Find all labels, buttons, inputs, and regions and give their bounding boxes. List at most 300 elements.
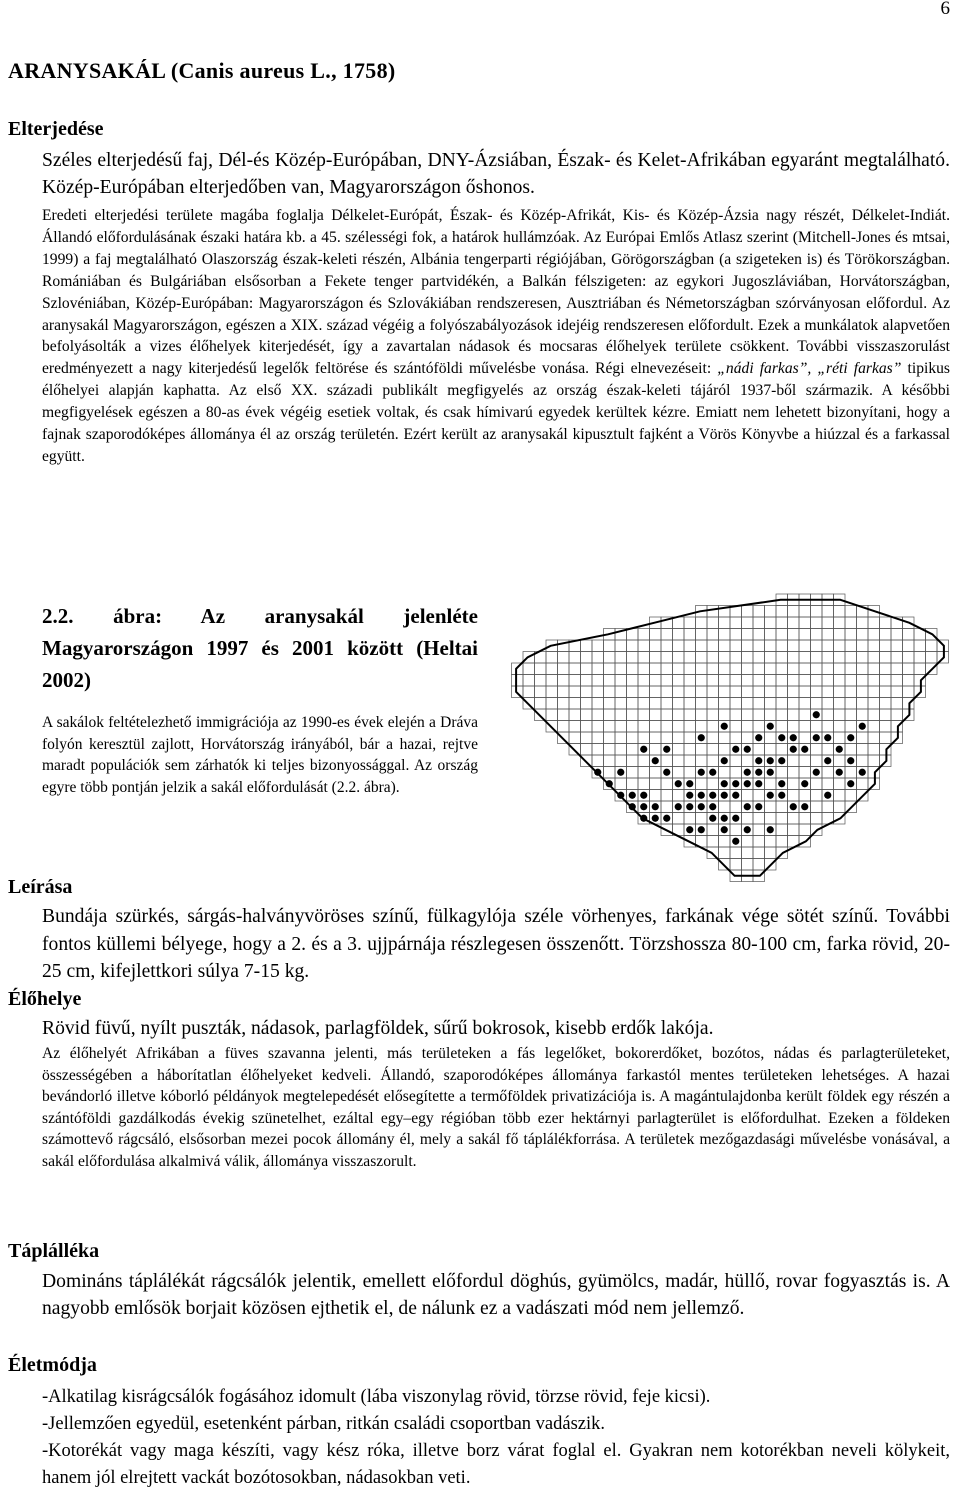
map-grid-cell: [592, 755, 604, 767]
map-grid-cell: [719, 675, 731, 687]
map-grid-cell: [857, 675, 869, 687]
occurrence-dot: [801, 780, 808, 787]
occurrence-dot: [824, 792, 831, 799]
map-grid-cell: [719, 847, 731, 859]
map-grid-cell: [558, 698, 570, 710]
map-grid-cell: [834, 617, 846, 629]
occurrence-dot: [640, 815, 647, 822]
map-grid-cell: [857, 617, 869, 629]
map-grid-cell: [880, 640, 892, 652]
map-grid-cell: [592, 640, 604, 652]
map-grid-cell: [811, 813, 823, 825]
map-grid-cell: [696, 640, 708, 652]
map-grid-cell: [673, 663, 685, 675]
map-grid-cell: [707, 732, 719, 744]
elohelye-body: Az élőhelyét Afrikában a füves szavanna jelenti, más területeken a fás legelőket, bokorerdőket, bozótos, nádas és parlagterületeket, összességében a háborítatlan élőhelyeket kedveli. Állandó, szaporodóképes állománya farkastól mentes területeken lehetséges. A hazai bevándorló illetve kóborló példányok megtelepedését elősegítette a termőföldek privatizációja is. A magántulajdonba került földek egy részén a szántóföldi gazdálkodás évekig szünetelhet, ezáltal egy–egy régióban több ezer hektárnyi parlagterület is előfordulhat. Ezeken a földeken számottevő rágcsáló, elsősorban mezei pocok állomány él, mely a sakál fő táplálékforrása. A területek mezőgazdasági művelésbe vonásával, a sakál előfordulása alkalmivá válik, állománya visszaszorult.: [42, 1045, 950, 1170]
map-grid-cell: [604, 663, 616, 675]
map-grid-cell: [834, 778, 846, 790]
map-grid-cell: [730, 801, 742, 813]
map-grid-cell: [742, 755, 754, 767]
map-grid-cell: [730, 847, 742, 859]
map-grid-cell: [604, 721, 616, 733]
map-grid-cell: [719, 640, 731, 652]
map-grid-cell: [845, 721, 857, 733]
map-grid-cell: [569, 732, 581, 744]
map-grid-cell: [753, 813, 765, 825]
map-grid-cell: [730, 675, 742, 687]
map-grid-cell: [627, 652, 639, 664]
map-grid-cell: [799, 709, 811, 721]
map-grid-cell: [592, 709, 604, 721]
heading-taplaleka: Táplálléka: [8, 1240, 100, 1262]
map-grid-cell: [845, 675, 857, 687]
map-grid-cell: [788, 767, 800, 779]
map-grid-cell: [650, 652, 662, 664]
map-grid-cell: [707, 709, 719, 721]
occurrence-dot: [859, 723, 866, 730]
map-grid-cell: [696, 698, 708, 710]
map-grid-cell: [673, 686, 685, 698]
map-grid-cell: [776, 744, 788, 756]
map-grid-cell: [845, 744, 857, 756]
map-grid-cell: [546, 686, 558, 698]
map-grid-cell: [742, 790, 754, 802]
map-grid-cell: [707, 721, 719, 733]
figure-caption: 2.2. ábra: Az aranysakál jelenléte Magyarországon 1997 és 2001 között (Heltai 2002): [42, 604, 478, 692]
map-grid-cell: [627, 686, 639, 698]
map-grid-cell: [638, 732, 650, 744]
map-grid-cell: [799, 663, 811, 675]
map-grid-cell: [811, 721, 823, 733]
map-grid-cell: [742, 663, 754, 675]
occurrence-dot: [744, 746, 751, 753]
map-grid-cell: [799, 767, 811, 779]
map-grid-cell: [581, 732, 593, 744]
map-grid-cell: [661, 709, 673, 721]
map-grid-cell: [765, 686, 777, 698]
map-grid-cell: [868, 640, 880, 652]
map-grid-cell: [581, 686, 593, 698]
map-grid-cell: [581, 640, 593, 652]
map-grid-cell: [845, 652, 857, 664]
map-grid-cell: [615, 640, 627, 652]
map-grid-cell: [696, 686, 708, 698]
map-grid-cell: [742, 617, 754, 629]
map-grid-cell: [742, 686, 754, 698]
map-grid-cell: [845, 629, 857, 641]
map-grid-cell: [834, 663, 846, 675]
heading-elohelye: Élőhelye: [8, 988, 82, 1010]
map-grid-cell: [811, 629, 823, 641]
map-grid-cell: [673, 767, 685, 779]
map-grid-cell: [926, 640, 938, 652]
map-grid-cell: [834, 801, 846, 813]
map-grid-cell: [592, 663, 604, 675]
map-grid-cell: [776, 617, 788, 629]
map-grid-cell: [661, 790, 673, 802]
map-grid-cell: [707, 698, 719, 710]
map-grid-cell: [615, 755, 627, 767]
map-grid-cell: [696, 755, 708, 767]
old-names: „nádi farkas”, „réti farkas”: [717, 360, 902, 378]
map-grid-cell: [592, 686, 604, 698]
map-grid-cell: [638, 652, 650, 664]
map-grid-cell: [581, 709, 593, 721]
map-grid-cell: [615, 709, 627, 721]
map-grid-cell: [661, 675, 673, 687]
map-grid-cell: [845, 640, 857, 652]
map-grid-cell: [650, 686, 662, 698]
occurrence-dot: [617, 792, 624, 799]
map-grid-cell: [638, 778, 650, 790]
occurrence-dot: [813, 711, 820, 718]
map-grid-cell: [799, 675, 811, 687]
map-grid-cell: [834, 629, 846, 641]
map-grid-cell: [650, 709, 662, 721]
map-grid-cell: [776, 686, 788, 698]
map-grid-cell: [834, 652, 846, 664]
map-grid-cell: [604, 767, 616, 779]
map-grid-cell: [719, 732, 731, 744]
map-grid-cell: [822, 744, 834, 756]
occurrence-dot: [836, 769, 843, 776]
eletmodja-item: -Jellemzően egyedül, esetenként párban, ritkán családi csoportban vadászik.: [42, 1414, 606, 1434]
occurrence-dot: [732, 780, 739, 787]
map-grid-cell: [799, 698, 811, 710]
map-grid-cell: [730, 698, 742, 710]
map-grid-cell: [742, 606, 754, 618]
occurrence-dot: [640, 746, 647, 753]
map-grid-cell: [592, 698, 604, 710]
map-grid-cell: [742, 721, 754, 733]
map-grid-cell: [753, 617, 765, 629]
eletmodja-item: -Alkatilag kisrágcsálók fogásához idomult (lába viszonylag rövid, törzse rövid, feje kicsi).: [42, 1387, 711, 1407]
map-grid-cell: [891, 709, 903, 721]
elterjedese-body: [42, 205, 950, 468]
map-grid-cell: [719, 617, 731, 629]
map-grid-cell: [765, 675, 777, 687]
map-grid-cell: [661, 778, 673, 790]
map-grid-cell: [707, 617, 719, 629]
map-grid-cell: [845, 790, 857, 802]
map-grid-cell: [569, 686, 581, 698]
map-grid-cell: [834, 721, 846, 733]
map-grid-cell: [684, 652, 696, 664]
map-grid-cell: [788, 790, 800, 802]
map-grid-cell: [753, 859, 765, 871]
map-grid-cell: [822, 617, 834, 629]
occurrence-dot: [709, 815, 716, 822]
map-grid-cell: [753, 744, 765, 756]
taplaleka-lead: Domináns táplálékát rágcsálók jelentik, emellett előfordul döghús, gyümölcs, madár, hüllő, rovar fogyasztás is. A nagyobb emlősök borjait közösen ejthetik el, de nálunk ez a vadászati mód nem jellemző.: [42, 1271, 950, 1319]
map-grid-cell: [753, 629, 765, 641]
map-grid-cell: [753, 606, 765, 618]
map-grid-cell: [811, 640, 823, 652]
map-grid-cell: [799, 686, 811, 698]
map-grid-cell: [776, 767, 788, 779]
map-grid-cell: [753, 686, 765, 698]
map-grid-cell: [880, 686, 892, 698]
map-grid-cell: [581, 698, 593, 710]
map-grid-cell: [730, 686, 742, 698]
map-grid-cell: [868, 732, 880, 744]
map-grid-cell: [753, 847, 765, 859]
occurrence-dot: [663, 769, 670, 776]
map-grid-cell: [696, 617, 708, 629]
map-grid-cell: [627, 675, 639, 687]
map-grid-cell: [765, 836, 777, 848]
map-grid-cell: [661, 663, 673, 675]
map-grid-cell: [696, 721, 708, 733]
map-grid-cell: [558, 686, 570, 698]
map-grid-cell: [707, 675, 719, 687]
occurrence-dot: [824, 734, 831, 741]
map-grid-cell: [914, 663, 926, 675]
map-grid-cell: [661, 698, 673, 710]
occurrence-dot: [629, 792, 636, 799]
map-grid-cell: [868, 686, 880, 698]
map-grid-cell: [592, 652, 604, 664]
occurrence-dot: [686, 792, 693, 799]
map-grid-cell: [891, 675, 903, 687]
occurrence-dot: [640, 792, 647, 799]
map-grid-cell: [857, 652, 869, 664]
map-grid-cell: [684, 675, 696, 687]
map-grid-cell: [857, 629, 869, 641]
map-grid-cell: [753, 698, 765, 710]
map-grid-cell: [776, 640, 788, 652]
map-grid-cell: [742, 732, 754, 744]
map-grid-cell: [569, 652, 581, 664]
map-grid-cell: [661, 640, 673, 652]
map-grid-cell: [730, 709, 742, 721]
occurrence-dot: [767, 769, 774, 776]
map-grid-cell: [604, 675, 616, 687]
map-grid-cell: [661, 652, 673, 664]
map-grid-cell: [822, 698, 834, 710]
map-grid-cell: [707, 663, 719, 675]
occurrence-dot: [847, 734, 854, 741]
map-grid-cell: [765, 663, 777, 675]
map-grid-cell: [880, 732, 892, 744]
map-grid-cell: [696, 709, 708, 721]
map-grid-cell: [765, 629, 777, 641]
map-grid-cell: [638, 686, 650, 698]
map-grid-cell: [822, 640, 834, 652]
occurrence-dot: [686, 780, 693, 787]
map-grid-cell: [891, 652, 903, 664]
map-grid-cell: [891, 663, 903, 675]
map-grid-cell: [638, 675, 650, 687]
map-grid-cell: [742, 629, 754, 641]
map-grid-cell: [730, 652, 742, 664]
map-grid-cell: [742, 675, 754, 687]
map-grid-cell: [673, 675, 685, 687]
map-grid-cell: [696, 778, 708, 790]
map-grid-cell: [650, 663, 662, 675]
occurrence-dot: [721, 815, 728, 822]
map-grid-cell: [811, 801, 823, 813]
map-grid-cell: [627, 640, 639, 652]
map-grid-cell: [834, 732, 846, 744]
map-grid-cell: [845, 709, 857, 721]
map-grid-cell: [627, 755, 639, 767]
map-grid-cell: [891, 686, 903, 698]
hungary-distribution-map: [492, 588, 954, 910]
map-grid-cell: [684, 709, 696, 721]
heading-elterjedese: Elterjedése: [8, 118, 104, 140]
map-grid-cell: [834, 606, 846, 618]
map-grid-cell: [868, 755, 880, 767]
map-grid-cell: [753, 709, 765, 721]
map-grid-cell: [776, 652, 788, 664]
map-grid-cell: [926, 652, 938, 664]
map-grid-cell: [684, 698, 696, 710]
occurrence-dot: [755, 803, 762, 810]
map-grid-cell: [707, 755, 719, 767]
map-grid-cell: [742, 698, 754, 710]
map-grid-cell: [868, 744, 880, 756]
map-grid-cell: [673, 709, 685, 721]
map-grid-cell: [799, 732, 811, 744]
map-grid-cell: [650, 629, 662, 641]
map-grid-cell: [638, 640, 650, 652]
map-grid-cell: [765, 847, 777, 859]
map-grid-cell: [719, 836, 731, 848]
occurrence-dot: [686, 803, 693, 810]
occurrence-dot: [755, 734, 762, 741]
map-grid-cell: [730, 732, 742, 744]
occurrence-dot: [732, 838, 739, 845]
map-grid-cell: [650, 767, 662, 779]
occurrence-dot: [778, 792, 785, 799]
map-grid-cell: [811, 744, 823, 756]
map-grid-cell: [719, 652, 731, 664]
map-grid-cell: [868, 698, 880, 710]
map-grid-cell: [868, 652, 880, 664]
occurrence-dot: [744, 769, 751, 776]
map-grid-cell: [903, 663, 915, 675]
occurrence-dot: [767, 792, 774, 799]
map-grid-cell: [811, 606, 823, 618]
occurrence-dot: [675, 803, 682, 810]
map-grid-cell: [765, 709, 777, 721]
occurrence-dot: [744, 803, 751, 810]
map-grid-cell: [650, 778, 662, 790]
occurrence-dot: [617, 769, 624, 776]
map-grid-cell: [684, 767, 696, 779]
occurrence-dot: [709, 792, 716, 799]
occurrence-dot: [698, 803, 705, 810]
map-grid-cell: [868, 617, 880, 629]
map-grid-cell: [845, 686, 857, 698]
map-grid-cell: [834, 790, 846, 802]
map-grid-cell: [753, 675, 765, 687]
map-grid-cell: [569, 709, 581, 721]
map-grid-cell: [604, 732, 616, 744]
map-grid-cell: [707, 640, 719, 652]
map-grid-cell: [811, 755, 823, 767]
occurrence-dot: [721, 723, 728, 730]
map-grid-cell: [891, 629, 903, 641]
map-grid-cell: [765, 698, 777, 710]
map-grid-cell: [650, 640, 662, 652]
map-grid-cell: [753, 640, 765, 652]
map-grid-cell: [857, 698, 869, 710]
map-grid-cell: [523, 686, 535, 698]
occurrence-dot: [698, 826, 705, 833]
map-grid-cell: [650, 790, 662, 802]
occurrence-dot: [859, 769, 866, 776]
map-grid-cell: [868, 663, 880, 675]
map-grid-cell: [707, 629, 719, 641]
occurrence-dot: [698, 734, 705, 741]
map-grid-cell: [834, 709, 846, 721]
map-grid-cell: [788, 617, 800, 629]
map-grid-cell: [535, 675, 547, 687]
map-grid-cell: [799, 790, 811, 802]
map-grid-cell: [765, 744, 777, 756]
map-grid-cell: [592, 721, 604, 733]
map-grid-cell: [776, 709, 788, 721]
map-grid-cell: [891, 640, 903, 652]
map-grid-cell: [650, 675, 662, 687]
map-grid-cell: [707, 652, 719, 664]
map-grid-cell: [719, 801, 731, 813]
map-grid-cell: [799, 617, 811, 629]
map-grid-cell: [673, 732, 685, 744]
map-grid-cell: [569, 721, 581, 733]
elohelye-lead: Rövid füvű, nyílt puszták, nádasok, parlagföldek, sűrű bokrosok, kisebb erdők lakója.: [42, 1018, 714, 1039]
map-grid-cell: [765, 732, 777, 744]
occurrence-dot: [755, 769, 762, 776]
map-grid-cell: [650, 732, 662, 744]
map-grid-cell: [719, 629, 731, 641]
map-grid-cell: [615, 652, 627, 664]
map-grid-cell: [684, 640, 696, 652]
map-grid-cell: [604, 755, 616, 767]
map-grid-cell: [788, 813, 800, 825]
map-grid-cell: [765, 801, 777, 813]
map-grid-cell: [845, 767, 857, 779]
map-grid-cell: [638, 663, 650, 675]
map-grid-cell: [857, 744, 869, 756]
map-grid-cell: [535, 663, 547, 675]
occurrence-dot: [744, 780, 751, 787]
map-grid-cell: [868, 629, 880, 641]
map-grid-cell: [627, 663, 639, 675]
map-grid-cell: [834, 640, 846, 652]
map-grid-cell: [581, 675, 593, 687]
map-grid-cell: [730, 640, 742, 652]
map-grid-cell: [822, 801, 834, 813]
map-grid-cell: [822, 606, 834, 618]
occurrence-dot: [732, 792, 739, 799]
map-grid-cell: [799, 606, 811, 618]
map-grid-cell: [546, 663, 558, 675]
map-grid-svg: [492, 588, 954, 910]
map-grid-cell: [615, 732, 627, 744]
occurrence-dot: [721, 826, 728, 833]
map-grid-cell: [776, 629, 788, 641]
map-grid-cell: [914, 640, 926, 652]
map-grid-cell: [604, 652, 616, 664]
map-grid-cell: [753, 663, 765, 675]
map-grid-cell: [822, 721, 834, 733]
map-grid-cell: [696, 629, 708, 641]
occurrence-dot: [732, 815, 739, 822]
figure-text: A sakálok feltételezhető immigrációja az 1990-es évek elején a Dráva folyón keresztül zajlott, Horvátország irányából, bár a hazai, rejtve maradt populációk sem zárhatók ki teljes bizonyossággal. Az ország egyre több pontján jelzik a sakál előfordulását (2.2. ábra).: [42, 714, 478, 796]
